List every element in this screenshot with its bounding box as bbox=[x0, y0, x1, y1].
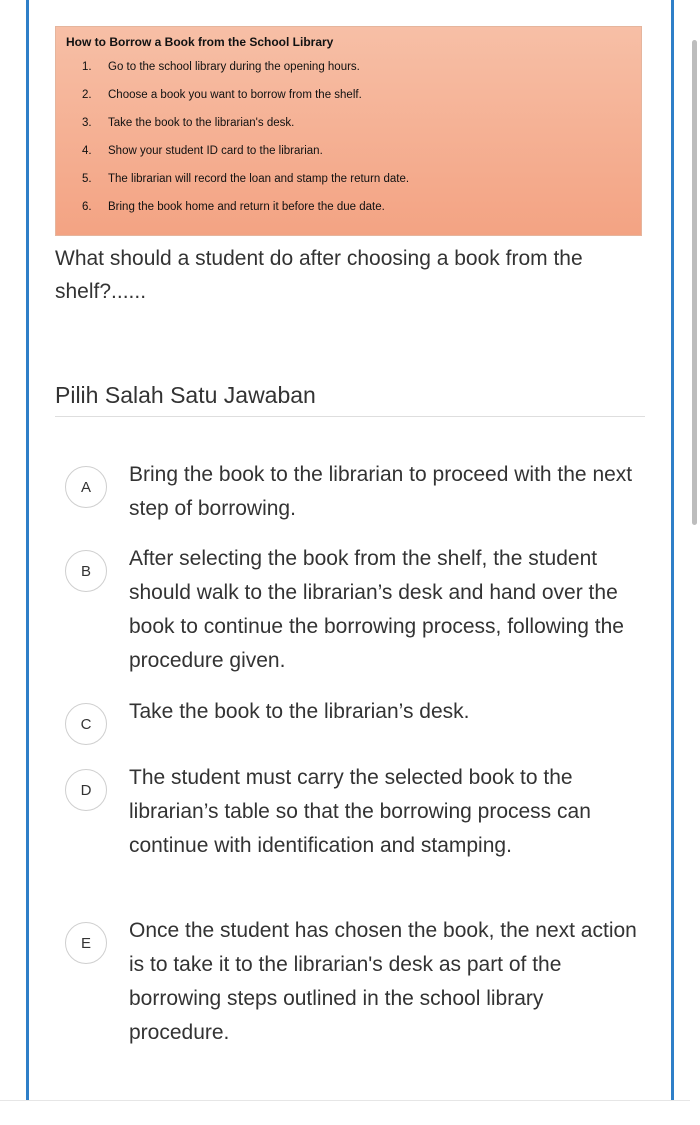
question-text: What should a student do after choosing a book from the shelf?...... bbox=[55, 247, 583, 303]
step-item bbox=[82, 143, 409, 171]
option-text-c[interactable]: Take the book to the librarian’s desk. bbox=[129, 700, 470, 723]
option-radio-e[interactable]: E bbox=[65, 922, 107, 964]
step-text: Bring the book home and return it before the due date. bbox=[108, 201, 385, 213]
option-radio-d[interactable]: D bbox=[65, 769, 107, 811]
option-text-d[interactable]: The student must carry the selected book to the librarian’s table so that the borrowing process can continue with identification and stamping. bbox=[129, 766, 591, 857]
steps-list bbox=[82, 59, 409, 227]
step-number: 4. bbox=[82, 145, 92, 157]
step-item bbox=[82, 199, 409, 227]
step-number: 6. bbox=[82, 201, 92, 213]
step-item bbox=[82, 87, 409, 115]
passage-title: How to Borrow a Book from the School Library bbox=[66, 35, 334, 49]
step-number: 5. bbox=[82, 173, 92, 185]
option-text-e[interactable]: Once the student has chosen the book, the next action is to take it to the librarian's desk as part of the borrowing steps outlined in the school library procedure. bbox=[129, 919, 637, 1044]
frame-bottom bbox=[0, 1100, 700, 1125]
scrollbar-thumb[interactable] bbox=[692, 40, 697, 525]
step-number: 1. bbox=[82, 61, 92, 73]
frame-border-right bbox=[671, 0, 674, 1100]
step-text: Go to the school library during the opening hours. bbox=[108, 61, 360, 73]
step-item bbox=[82, 115, 409, 143]
step-number: 2. bbox=[82, 89, 92, 101]
option-text-b[interactable]: After selecting the book from the shelf, the student should walk to the librarian’s desk and hand over the book to continue the borrowing process, following the procedure given. bbox=[129, 547, 624, 672]
option-radio-c[interactable]: C bbox=[65, 703, 107, 745]
step-text: Choose a book you want to borrow from the shelf. bbox=[108, 89, 362, 101]
step-number: 3. bbox=[82, 117, 92, 129]
reading-passage bbox=[55, 26, 642, 236]
answer-section-title: Pilih Salah Satu Jawaban bbox=[55, 382, 316, 408]
step-item bbox=[82, 171, 409, 199]
step-item bbox=[82, 59, 409, 87]
step-text: Take the book to the librarian's desk. bbox=[108, 117, 295, 129]
option-radio-b[interactable]: B bbox=[65, 550, 107, 592]
frame-border-left bbox=[26, 0, 29, 1100]
step-text: Show your student ID card to the librarian. bbox=[108, 145, 323, 157]
option-radio-a[interactable]: A bbox=[65, 466, 107, 508]
option-text-a[interactable]: Bring the book to the librarian to proceed with the next step of borrowing. bbox=[129, 463, 633, 520]
step-text: The librarian will record the loan and stamp the return date. bbox=[108, 173, 410, 185]
section-divider bbox=[55, 416, 645, 417]
